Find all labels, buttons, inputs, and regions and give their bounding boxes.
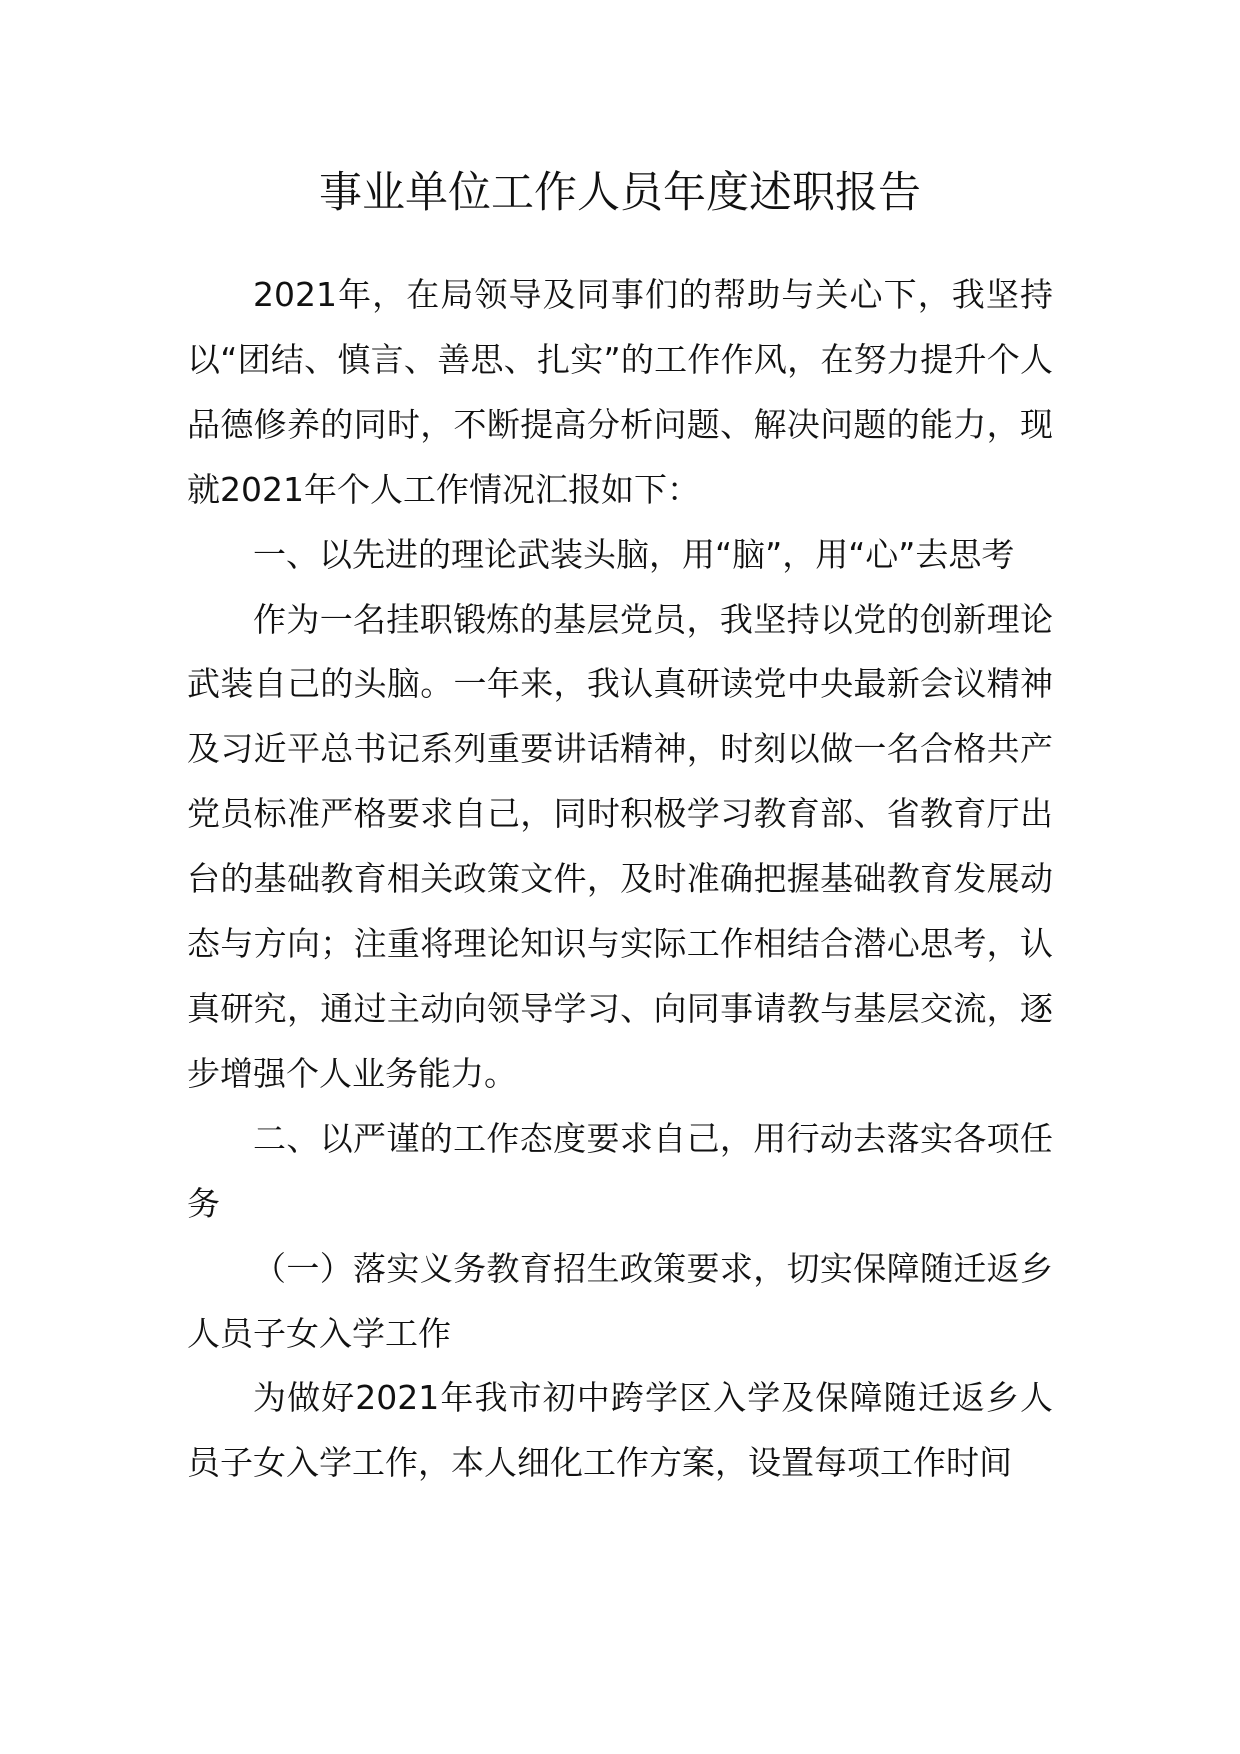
paragraph-section-1: 作为一名挂职锻炼的基层党员，我坚持以党的创新理论武装自己的头脑。一年来，我认真研读党中央最新会议精神及习近平总书记系列重要讲话精神，时刻以做一名合格共产党员标准严格要求自己，同时积极学习教育部、省教育厅出台的基础教育相关政策文件，及时准确把握基础教育发展动态与方向；注重将理论知识与实际工作相结合潜心思考，认真研究，通过主动向领导学习、向同事请教与基层交流，逐步增强个人业务能力。	[187, 599, 1053, 1093]
section-heading-2: 二、以严谨的工作态度要求自己，用行动去落实各项任务	[187, 1118, 1053, 1223]
subsection-heading-2-1: （一）落实义务教育招生政策要求，切实保障随迁返乡人员子女入学工作	[187, 1248, 1053, 1353]
paragraph-section-2-1: 为做好2021年我市初中跨学区入学及保障随迁返乡人员子女入学工作，本人细化工作方案，设置每项工作时间	[187, 1378, 1053, 1483]
paragraph-intro: 2021年，在局领导及同事们的帮助与关心下，我坚持以“团结、慎言、善思、扎实”的工作作风，在努力提升个人品德修养的同时，不断提高分析问题、解决问题的能力，现就2021年个人工作情况汇报如下：	[187, 275, 1053, 509]
section-heading-1: 一、以先进的理论武装头脑，用“脑”，用“心”去思考	[253, 534, 1015, 574]
document-title: 事业单位工作人员年度述职报告	[319, 168, 921, 218]
document-body	[187, 263, 1053, 1496]
